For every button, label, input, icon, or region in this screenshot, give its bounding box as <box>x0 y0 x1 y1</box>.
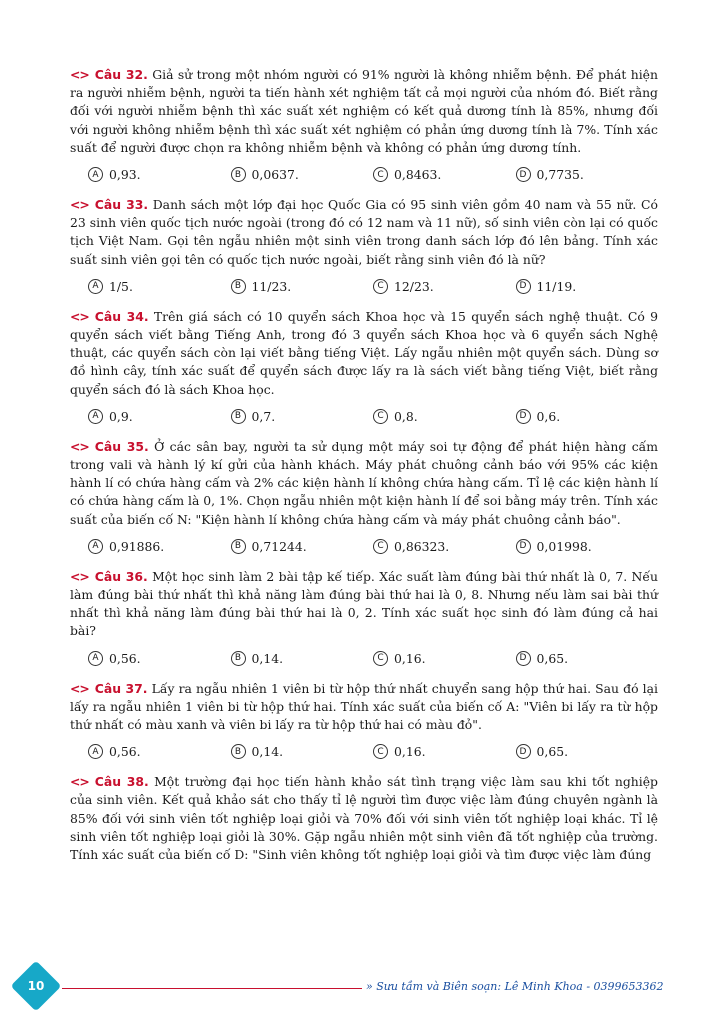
option-value: 0,01998. <box>536 538 592 554</box>
question-label: Câu 36. <box>94 568 148 584</box>
option-value: 0,56. <box>109 744 141 760</box>
option-b[interactable] <box>231 167 374 182</box>
option-value: 0,93. <box>109 167 141 183</box>
option-letter: B <box>231 539 246 554</box>
option-b[interactable] <box>231 279 374 294</box>
option-letter: B <box>231 167 246 182</box>
question-list <box>70 66 658 878</box>
option-c[interactable] <box>373 279 516 294</box>
option-value: 0,56. <box>109 650 141 666</box>
question-37 <box>70 680 658 760</box>
question-34 <box>70 308 658 424</box>
option-d[interactable] <box>516 744 659 759</box>
option-letter: B <box>231 744 246 759</box>
option-letter: C <box>373 744 388 759</box>
option-b[interactable] <box>231 651 374 666</box>
option-d[interactable] <box>516 279 659 294</box>
question-38 <box>70 773 658 864</box>
option-letter: B <box>231 279 246 294</box>
question-text: Lấy ra ngẫu nhiên 1 viên bi từ hộp thứ nhất chuyển sang hộp thứ hai. Sau đó lại lấy ra ngẫu nhiên 1 viên bi từ hộp thứ hai. Tính xác suất của biến cố A: "Viên bi lấy ra từ hộp thứ nhất có màu xanh và viên bi lấy ra từ hộp thứ hai có màu đỏ". <box>70 680 658 733</box>
footer-divider <box>62 988 362 989</box>
option-value: 0,9. <box>109 408 133 424</box>
option-value: 0,65. <box>536 650 569 666</box>
options <box>88 409 658 424</box>
option-a[interactable] <box>88 167 231 182</box>
option-value: 11/19. <box>536 278 577 294</box>
diamond-icon: <> <box>70 308 89 324</box>
option-value: 0,0637. <box>251 167 299 183</box>
option-value: 0,16. <box>394 650 426 666</box>
option-letter: C <box>373 167 388 182</box>
option-value: 0,91886. <box>109 538 165 554</box>
question-text: Trên giá sách có 10 quyển sách Khoa học và 15 quyển sách nghệ thuật. Có 9 quyển sách viết bằng Tiếng Anh, trong đó 3 quyển sách Khoa học và 6 quyển sách Nghệ thuật, các quyển sách còn lại viết bằng tiếng Việt. Lấy ngẫu nhiên một quyển sách. Dùng sơ đồ hình cây, tính xác suất để quyển sách được lấy ra là sách viết bằng tiếng Việt, biết rằng quyển sách đó là sách Khoa học. <box>70 308 658 397</box>
option-value: 11/23. <box>251 278 292 294</box>
option-b[interactable] <box>231 744 374 759</box>
option-value: 0,8. <box>394 408 418 424</box>
question-label: Câu 38. <box>94 774 149 790</box>
question-text: Ở các sân bay, người ta sử dụng một máy soi tự động để phát hiện hàng cấm trong vali và hành lý kí gửi của hành khách. Máy phát chuông cảnh báo với 95% các kiện hành lí có chứa hàng cấm và 2% các kiện hành lí không chứa hàng cấm. Tỉ lệ các kiện hành lí có chứa hàng cấm là 0, 1%. Chọn ngẫu nhiên một kiện hành lí để soi bằng máy trên. Tính xác suất của biến cố N: "Kiện hành lí không chứa hàng cấm và máy phát chuông cảnh báo". <box>70 438 658 527</box>
question-text: Một trường đại học tiến hành khảo sát tình trạng việc làm sau khi tốt nghiệp của sinh viên. Kết quả khảo sát cho thấy tỉ lệ người tìm được việc làm đúng chuyên ngành là 85% đối với sinh viên tốt nghiệp loại giỏi và 70% đối với sinh viên tốt nghiệp loại khác. Tỉ lệ sinh viên tốt nghiệp loại giỏi là 30%. Gặp ngẫu nhiên một sinh viên đã tốt nghiệp của trường. Tính xác suất của biến cố D: "Sinh viên không tốt nghiệp loại giỏi và tìm được việc làm đúng <box>70 774 658 863</box>
options <box>88 651 658 666</box>
option-letter: B <box>231 651 246 666</box>
diamond-icon: <> <box>70 774 89 790</box>
question-text: Danh sách một lớp đại học Quốc Gia có 95 sinh viên gồm 40 nam và 55 nữ. Có 23 sinh viên quốc tịch nước ngoài (trong đó có 12 nam và 11 nữ), số sinh viên còn lại có quốc tịch Việt Nam. Gọi tên ngẫu nhiên một sinh viên trong danh sách lớp đó lên bảng. Tính xác suất sinh viên gọi tên có quốc tịch nước ngoài, biết rằng sinh viên đó là nữ? <box>70 197 658 267</box>
diamond-icon: <> <box>70 67 89 82</box>
diamond-icon: <> <box>70 568 89 584</box>
option-value: 0,7. <box>251 408 276 424</box>
option-d[interactable] <box>516 651 659 666</box>
option-value: 1/5. <box>109 278 133 294</box>
option-value: 0,65. <box>536 744 569 760</box>
option-value: 0,86323. <box>394 538 450 554</box>
option-letter: B <box>231 409 246 424</box>
diamond-icon: <> <box>70 438 89 454</box>
option-value: 0,14. <box>251 744 284 760</box>
option-c[interactable] <box>373 167 516 182</box>
option-c[interactable] <box>373 409 516 424</box>
question-35 <box>70 438 658 554</box>
option-letter: A <box>88 279 103 294</box>
option-value: 12/23. <box>394 278 434 294</box>
question-label: Câu 35. <box>94 438 149 454</box>
option-value: 0,8463. <box>394 167 442 183</box>
question-text: Giả sử trong một nhóm người có 91% người là không nhiễm bệnh. Để phát hiện ra người nhiễm bệnh, người ta tiến hành xét nghiệm tất cả mọi người của nhóm đó. Biết rằng đối với người nhiễm bệnh thì xác suất xét nghiệm có kết quả dương tính là 85%, nhưng đối với người không nhiễm bệnh thì xác suất xét nghiệm có phản ứng dương tính là 7%. Tính xác suất để người được chọn ra không nhiễm bệnh và không có phản ứng dương tính. <box>70 67 658 155</box>
option-value: 0,16. <box>394 744 426 760</box>
option-c[interactable] <box>373 744 516 759</box>
option-c[interactable] <box>373 651 516 666</box>
option-value: 0,6. <box>536 408 561 424</box>
option-letter: A <box>88 539 103 554</box>
option-letter: D <box>516 409 531 424</box>
option-letter: D <box>516 744 531 759</box>
option-letter: A <box>88 744 103 759</box>
option-value: 0,7735. <box>536 167 584 183</box>
option-a[interactable] <box>88 539 231 554</box>
question-text: Một học sinh làm 2 bài tập kế tiếp. Xác suất làm đúng bài thứ nhất là 0, 7. Nếu làm đúng bài thứ nhất thì khả năng làm đúng bài thứ hai là 0, 8. Nhưng nếu làm sai bài thứ nhất thì khả năng làm đúng bài thứ hai là 0, 2. Tính xác suất học sinh đó làm đúng cả hai bài? <box>70 568 658 639</box>
option-c[interactable] <box>373 539 516 554</box>
option-letter: D <box>516 279 531 294</box>
option-d[interactable] <box>516 167 659 182</box>
option-letter: D <box>516 651 531 666</box>
option-a[interactable] <box>88 651 231 666</box>
options <box>88 279 658 294</box>
option-letter: A <box>88 409 103 424</box>
option-letter: D <box>516 539 531 554</box>
option-letter: C <box>373 651 388 666</box>
options <box>88 539 658 554</box>
diamond-icon: <> <box>70 197 89 213</box>
option-b[interactable] <box>231 539 374 554</box>
options <box>88 744 658 759</box>
option-value: 0,71244. <box>251 538 307 554</box>
option-d[interactable] <box>516 409 659 424</box>
option-d[interactable] <box>516 539 659 554</box>
footer-credit: » Sưu tầm và Biên soạn: Lê Minh Khoa - 0399653362 <box>366 980 664 993</box>
question-32 <box>70 66 658 182</box>
question-33 <box>70 196 658 294</box>
option-letter: C <box>373 279 388 294</box>
option-a[interactable] <box>88 744 231 759</box>
option-b[interactable] <box>231 409 374 424</box>
question-label: Câu 37. <box>94 680 148 696</box>
diamond-icon: <> <box>70 680 89 696</box>
question-label: Câu 33. <box>94 197 149 213</box>
option-letter: A <box>88 651 103 666</box>
options <box>88 167 658 182</box>
page-number: 10 <box>27 979 45 993</box>
option-letter: D <box>516 167 531 182</box>
option-a[interactable] <box>88 409 231 424</box>
option-letter: A <box>88 167 103 182</box>
option-a[interactable] <box>88 279 231 294</box>
question-label: Câu 32. <box>94 67 148 82</box>
question-36 <box>70 568 658 666</box>
question-label: Câu 34. <box>94 308 149 324</box>
option-value: 0,14. <box>251 650 284 666</box>
option-letter: C <box>373 539 388 554</box>
option-letter: C <box>373 409 388 424</box>
